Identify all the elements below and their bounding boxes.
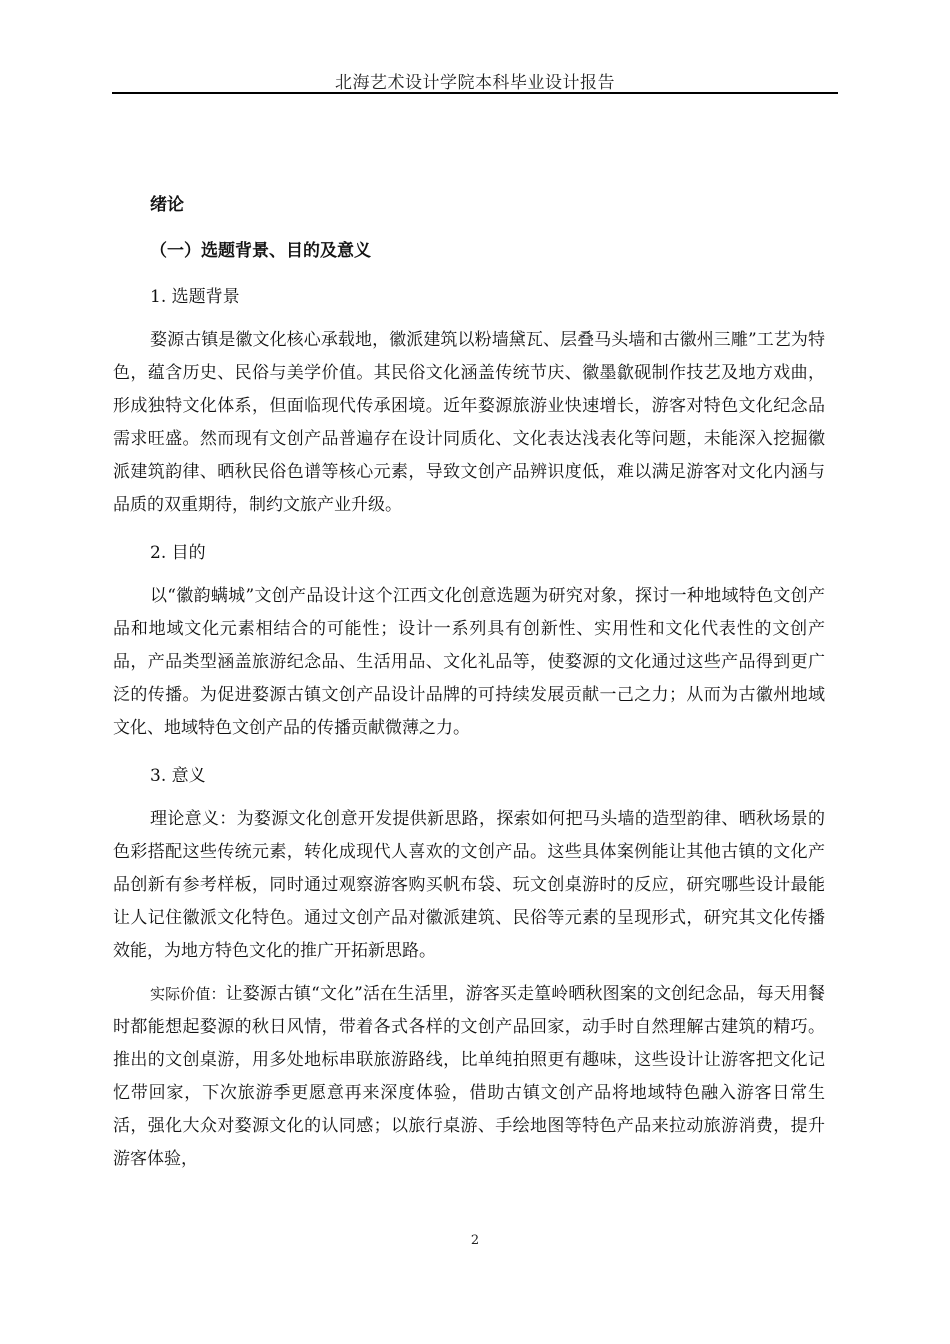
subsection-heading-purpose: 2. 目的 bbox=[150, 543, 206, 563]
page-header: 北海艺术设计学院本科毕业设计报告 bbox=[335, 73, 615, 93]
header-divider bbox=[112, 92, 838, 94]
section-heading: （一）选题背景、目的及意义 bbox=[150, 241, 371, 261]
paragraph-practical-value bbox=[113, 978, 825, 1176]
document-body bbox=[113, 190, 825, 1176]
paragraph-background: 婺源古镇是徽文化核心承载地，徽派建筑以粉墙黛瓦、层叠马头墙和古徽州三雕”工艺为特色，蕴含历史、民俗与美学价值。其民俗文化涵盖传统节庆、徽墨歙砚制作技艺及地方戏曲，形成独特文化体系，但面临现代传承困境。近年婺源旅游业快速增长，游客对特色文化纪念品需求旺盛。然而现有文创产品普遍存在设计同质化、文化表达浅表化等问题，未能深入挖掘徽派建筑韵律、晒秋民俗色谱等核心元素，导致文创产品辨识度低，难以满足游客对文化内涵与品质的双重期待，制约文旅产业升级。 bbox=[113, 330, 825, 515]
page-number: 2 bbox=[470, 1233, 480, 1248]
subsection-heading-background: 1. 选题背景 bbox=[150, 287, 240, 307]
practical-value-text: 让婺源古镇“文化”活在生活里，游客买走篁岭晒秋图案的文创纪念品，每天用餐时都能想起婺源的秋日风情，带着各式各样的文创产品回家，动手时自然理解古建筑的精巧。推出的文创桌游，用多处地标串联旅游路线，比单纯拍照更有趣味，这些设计让游客把文化记忆带回家，下次旅游季更愿意再来深度体验，借助古镇文创产品将地域特色融入游客日常生活，强化大众对婺源文化的认同感；以旅行桌游、手绘地图等特色产品来拉动旅游消费，提升游客体验， bbox=[113, 984, 825, 1169]
subsection-heading-significance: 3. 意义 bbox=[150, 766, 206, 786]
chapter-title: 绪论 bbox=[150, 195, 184, 215]
paragraph-significance: 理论意义：为婺源文化创意开发提供新思路，探索如何把马头墙的造型韵律、晒秋场景的色彩搭配这些传统元素，转化成现代人喜欢的文创产品。这些具体案例能让其他古镇的文化产品创新有参考样板，同时通过观察游客购买帆布袋、玩文创桌游时的反应，研究哪些设计最能让人记住徽派文化特色。通过文创产品对徽派建筑、民俗等元素的呈现形式，研究其文化传播效能，为地方特色文化的推广开拓新思路。 bbox=[113, 809, 825, 961]
paragraph-purpose: 以“徽韵螨城”文创产品设计这个江西文化创意选题为研究对象，探讨一种地域特色文创产品和地域文化元素相结合的可能性；设计一系列具有创新性、实用性和文化代表性的文创产品，产品类型涵盖旅游纪念品、生活用品、文化礼品等，使婺源的文化通过这些产品得到更广泛的传播。为促进婺源古镇文创产品设计品牌的可持续发展贡献一己之力；从而为古徽州地域文化、地域特色文创产品的传播贡献微薄之力。 bbox=[113, 586, 825, 738]
practical-value-label: 实际价值： bbox=[150, 985, 226, 1003]
